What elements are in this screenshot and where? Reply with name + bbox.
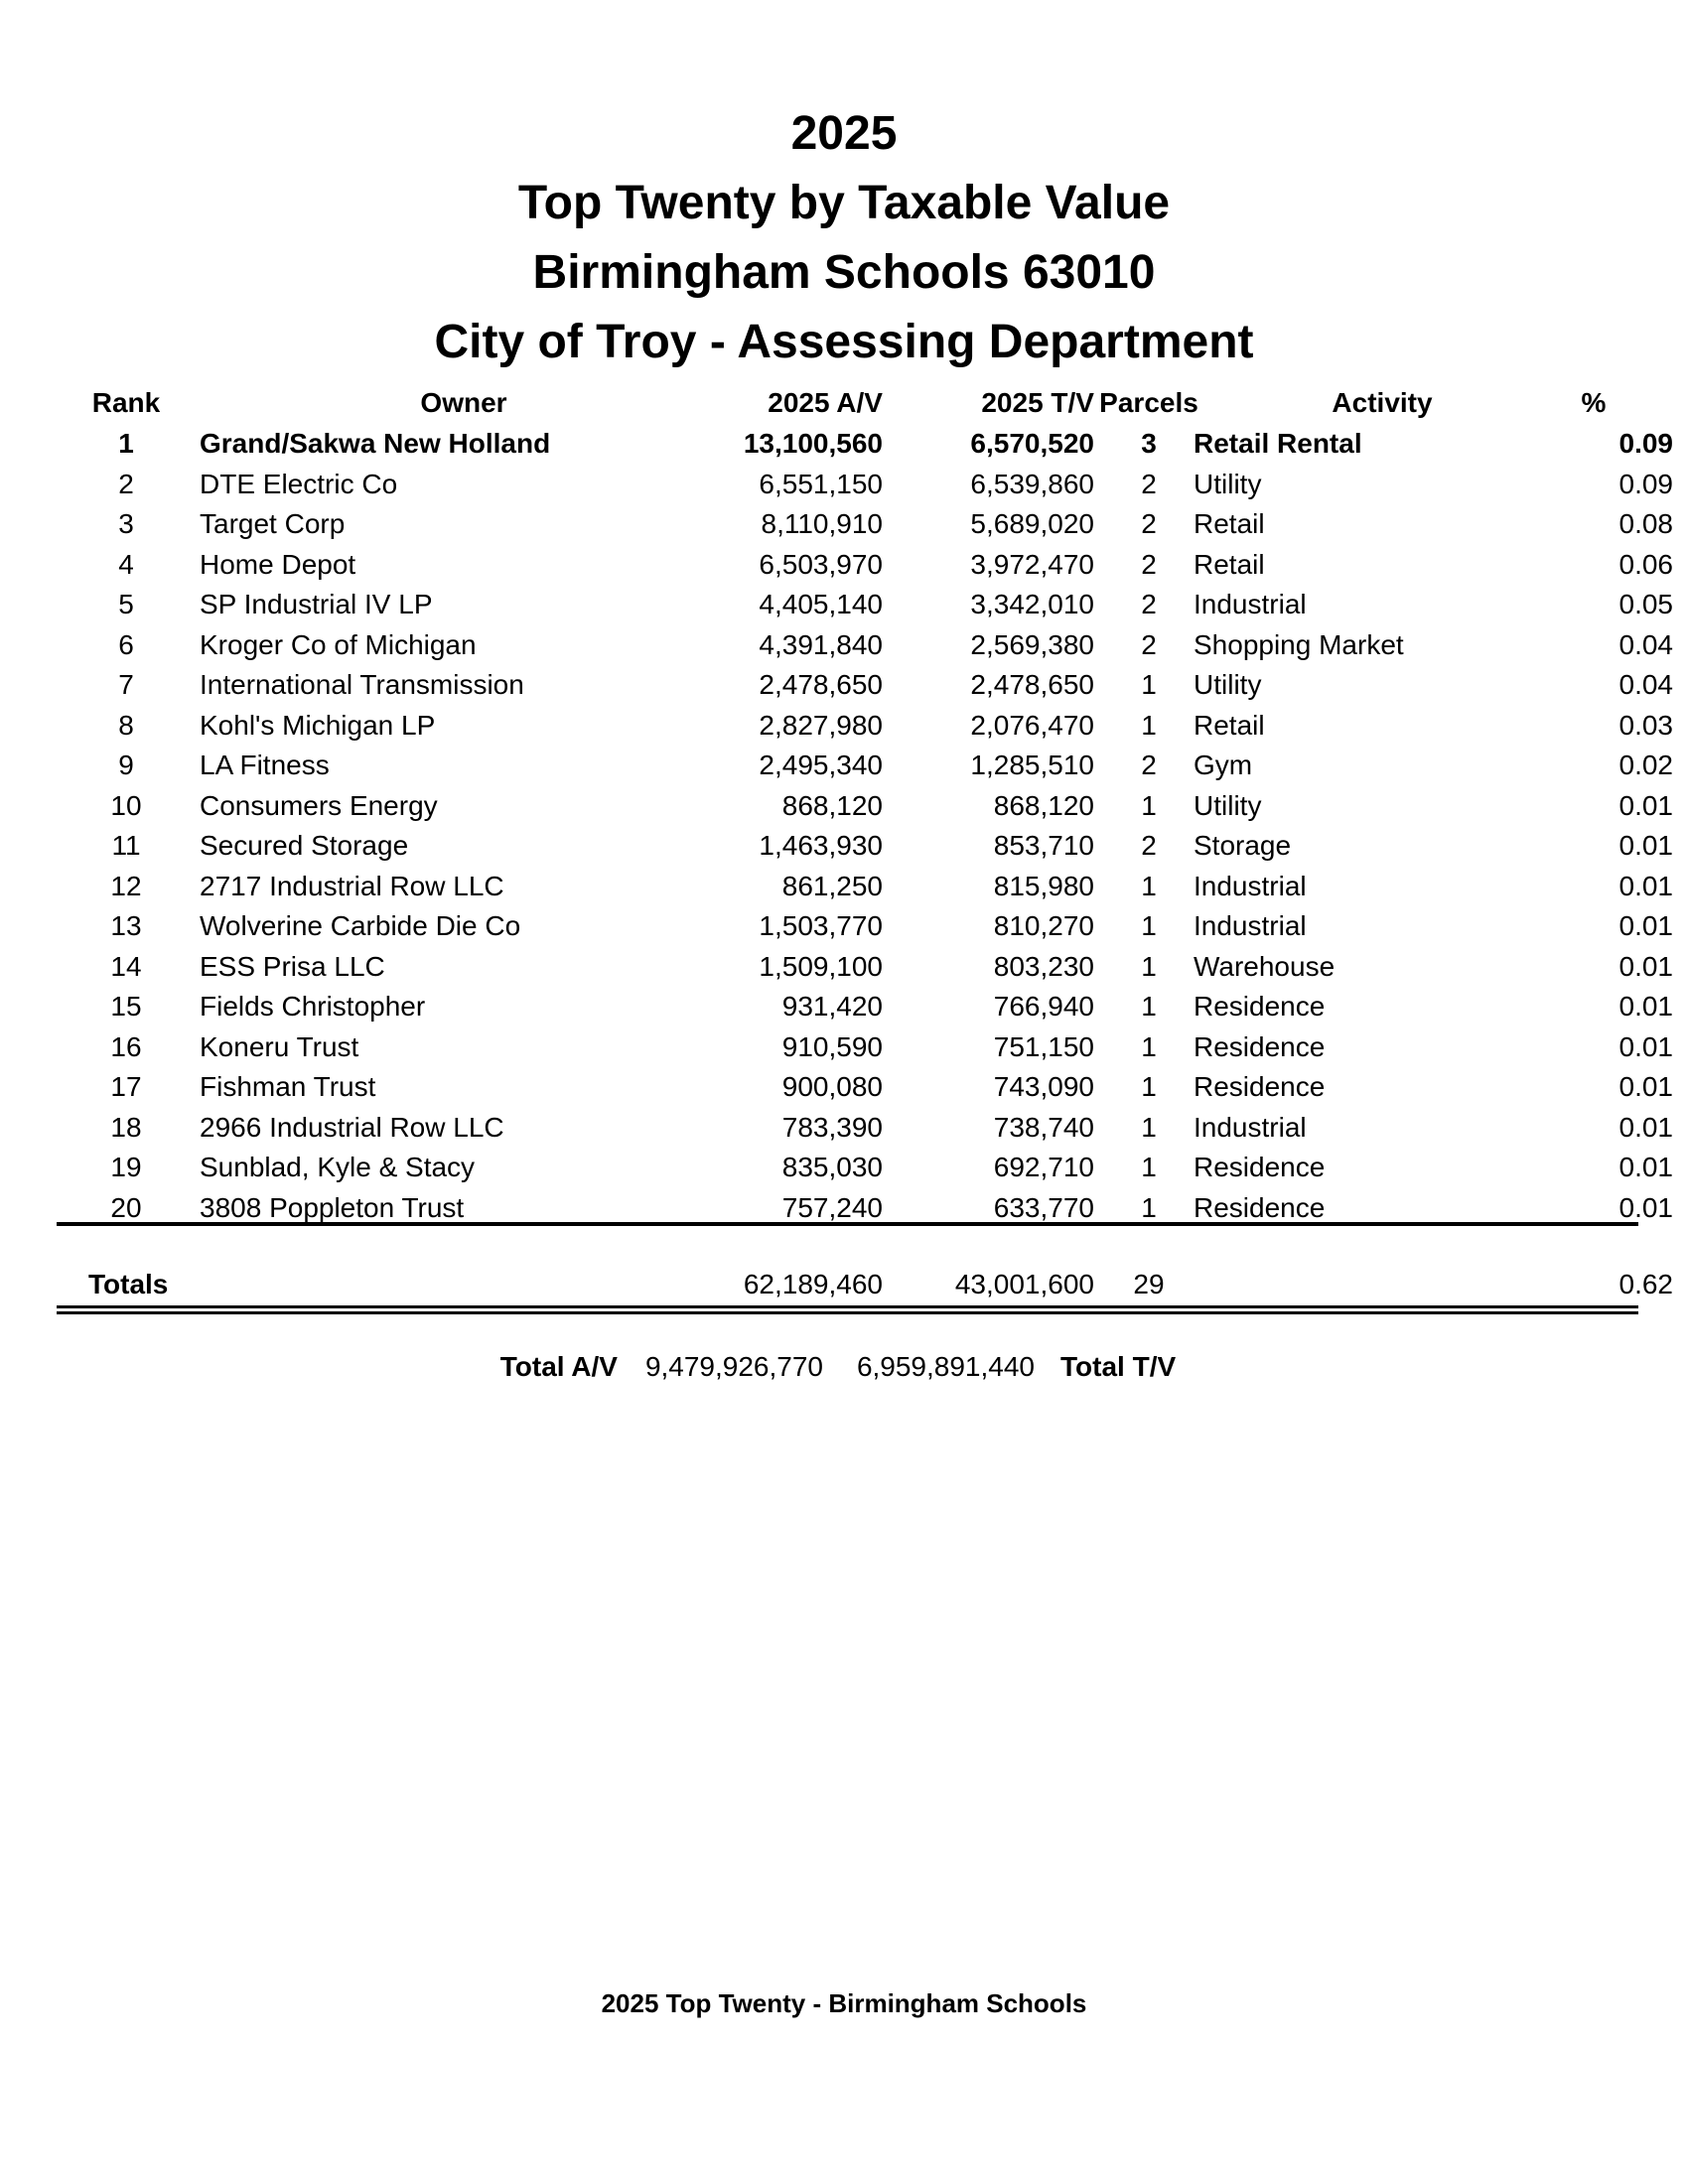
cell-parcels: 1 [1141,950,1157,982]
cell-rank: 14 [110,950,142,982]
cell-activity: Industrial [1194,1111,1307,1143]
cell-activity: Storage [1194,830,1292,862]
table-row [57,1148,1673,1188]
cell-percent: 0.03 [1618,709,1673,741]
cell-rank: 4 [118,548,134,580]
table-row [57,826,1673,867]
cell-parcels: 1 [1141,1071,1157,1103]
cell-rank: 3 [118,508,134,540]
cell-av: 931,420 [781,991,883,1023]
cell-rank: 12 [110,870,142,901]
cell-percent: 0.09 [1618,468,1673,499]
cell-av: 8,110,910 [761,508,883,540]
cell-parcels: 2 [1141,548,1157,580]
cell-owner: Koneru Trust [200,1030,359,1062]
cell-parcels: 2 [1141,830,1157,862]
cell-percent: 0.01 [1618,950,1673,982]
cell-activity: Residence [1194,1030,1326,1062]
cell-tv: 868,120 [993,789,1094,821]
cell-rank: 1 [118,428,134,460]
cell-tv: 743,090 [993,1071,1094,1103]
total-tv-label: Total T/V [1060,1351,1177,1382]
cell-owner: Fields Christopher [200,991,426,1023]
cell-tv: 815,980 [993,870,1094,901]
grand-totals-row [0,1345,1688,1389]
table-row [57,706,1673,747]
cell-rank: 2 [118,468,134,499]
cell-tv: 853,710 [993,830,1094,862]
totals-percent: 0.62 [1618,1269,1673,1299]
cell-rank: 5 [118,589,134,620]
cell-tv: 633,770 [993,1191,1094,1223]
cell-av: 13,100,560 [743,428,883,460]
cell-percent: 0.04 [1618,628,1673,660]
cell-owner: 2966 Industrial Row LLC [200,1111,504,1143]
cell-parcels: 1 [1141,709,1157,741]
cell-tv: 2,478,650 [970,669,1094,701]
cell-tv: 2,076,470 [970,709,1094,741]
cell-percent: 0.08 [1618,508,1673,540]
cell-parcels: 1 [1141,1030,1157,1062]
cell-tv: 692,710 [993,1152,1094,1183]
cell-activity: Industrial [1194,910,1307,942]
table-body [57,424,1673,1228]
cell-owner: Kohl's Michigan LP [200,709,436,741]
title-year: 2025 [790,107,898,160]
cell-owner: SP Industrial IV LP [200,589,433,620]
cell-av: 6,503,970 [759,548,883,580]
cell-av: 783,390 [781,1111,883,1143]
cell-activity: Retail Rental [1194,428,1362,460]
cell-activity: Retail [1194,548,1265,580]
cell-percent: 0.01 [1618,870,1673,901]
table-row [57,424,1673,465]
cell-activity: Retail [1194,709,1265,741]
cell-activity: Gym [1194,750,1253,781]
cell-percent: 0.01 [1618,991,1673,1023]
cell-rank: 19 [110,1152,142,1183]
cell-owner: Grand/Sakwa New Holland [200,428,551,460]
cell-tv: 6,570,520 [970,428,1094,460]
cell-av: 2,827,980 [759,709,883,741]
cell-parcels: 2 [1141,468,1157,499]
cell-tv: 751,150 [993,1030,1094,1062]
table-row [57,867,1673,907]
cell-owner: LA Fitness [200,750,330,781]
cell-owner: ESS Prisa LLC [200,950,385,982]
table-header [57,382,1638,424]
cell-av: 1,503,770 [759,910,883,942]
cell-parcels: 1 [1141,910,1157,942]
cell-owner: Fishman Trust [200,1071,376,1103]
cell-percent: 0.02 [1618,750,1673,781]
cell-parcels: 1 [1141,991,1157,1023]
cell-activity: Industrial [1194,870,1307,901]
cell-owner: Target Corp [200,508,346,540]
cell-percent: 0.01 [1618,1191,1673,1223]
cell-av: 2,495,340 [759,750,883,781]
cell-parcels: 1 [1141,669,1157,701]
cell-tv: 1,285,510 [970,750,1094,781]
cell-activity: Residence [1194,1071,1326,1103]
totals-tv: 43,001,600 [954,1269,1094,1299]
cell-rank: 8 [118,709,134,741]
top-twenty-table [57,382,1673,1228]
cell-parcels: 1 [1141,1111,1157,1143]
cell-rank: 13 [110,910,142,942]
cell-owner: Sunblad, Kyle & Stacy [200,1152,476,1183]
cell-rank: 18 [110,1111,142,1143]
cell-tv: 810,270 [993,910,1094,942]
cell-rank: 6 [118,628,134,660]
cell-owner: 3808 Poppleton Trust [200,1191,465,1223]
cell-parcels: 1 [1141,1152,1157,1183]
cell-percent: 0.04 [1618,669,1673,701]
cell-percent: 0.01 [1618,1030,1673,1062]
cell-av: 4,391,840 [759,628,883,660]
cell-percent: 0.01 [1618,1111,1673,1143]
cell-activity: Retail [1194,508,1265,540]
cell-owner: Kroger Co of Michigan [200,628,477,660]
cell-activity: Warehouse [1194,950,1336,982]
cell-rank: 11 [111,830,141,862]
header-activity: Activity [1332,387,1433,418]
header-owner: Owner [420,387,507,418]
report-title [0,99,1688,377]
cell-percent: 0.01 [1618,1071,1673,1103]
cell-activity: Utility [1194,468,1262,499]
cell-owner: Wolverine Carbide Die Co [200,910,521,942]
cell-tv: 2,569,380 [970,628,1094,660]
cell-av: 6,551,150 [759,468,883,499]
cell-rank: 15 [110,991,142,1023]
cell-percent: 0.09 [1618,428,1673,460]
totals-double-rule [57,1305,1638,1314]
cell-tv: 3,342,010 [970,589,1094,620]
cell-rank: 7 [118,669,134,701]
total-av-value: 9,479,926,770 [644,1351,823,1382]
cell-tv: 803,230 [993,950,1094,982]
cell-percent: 0.01 [1618,789,1673,821]
cell-parcels: 1 [1141,1191,1157,1223]
cell-parcels: 3 [1141,428,1157,460]
cell-tv: 766,940 [993,991,1094,1023]
cell-rank: 16 [110,1030,142,1062]
cell-av: 868,120 [781,789,883,821]
cell-parcels: 2 [1141,508,1157,540]
title-report-name: Top Twenty by Taxable Value [517,177,1171,229]
cell-activity: Utility [1194,669,1262,701]
cell-av: 757,240 [781,1191,883,1223]
cell-parcels: 2 [1141,750,1157,781]
table-row [57,465,1673,505]
cell-tv: 738,740 [993,1111,1094,1143]
cell-activity: Industrial [1194,589,1307,620]
cell-owner: International Transmission [200,669,524,701]
cell-owner: Secured Storage [200,830,409,862]
cell-rank: 17 [110,1071,142,1103]
totals-label: Totals [88,1269,169,1299]
cell-av: 861,250 [781,870,883,901]
table-row [57,504,1673,545]
table-bottom-rule [57,1222,1638,1226]
title-district: Birmingham Schools 63010 [532,246,1156,299]
cell-owner: Consumers Energy [200,789,438,821]
cell-percent: 0.06 [1618,548,1673,580]
cell-av: 4,405,140 [759,589,883,620]
cell-activity: Utility [1194,789,1262,821]
cell-activity: Residence [1194,991,1326,1023]
cell-owner: 2717 Industrial Row LLC [200,870,504,901]
table-row [57,585,1673,625]
table-row [57,947,1673,988]
table-row [57,1067,1673,1108]
cell-av: 900,080 [781,1071,883,1103]
table-row [57,1108,1673,1149]
title-department: City of Troy - Assessing Department [434,316,1254,368]
cell-av: 1,509,100 [759,950,883,982]
cell-av: 1,463,930 [759,830,883,862]
cell-owner: DTE Electric Co [200,468,398,499]
cell-activity: Residence [1194,1191,1326,1223]
header-rank: Rank [91,387,161,418]
page-footer: 2025 Top Twenty - Birmingham Schools [601,1988,1087,2018]
cell-av: 2,478,650 [759,669,883,701]
cell-parcels: 1 [1141,789,1157,821]
header-av: 2025 A/V [768,387,883,418]
cell-percent: 0.05 [1618,589,1673,620]
cell-percent: 0.01 [1618,1152,1673,1183]
cell-parcels: 2 [1141,628,1157,660]
header-tv: 2025 T/V [981,387,1094,418]
header-parcels: Parcels [1099,387,1198,418]
cell-tv: 6,539,860 [970,468,1094,499]
cell-av: 910,590 [781,1030,883,1062]
table-row [57,906,1673,947]
table-row [57,786,1673,827]
totals-parcels: 29 [1133,1269,1165,1299]
cell-percent: 0.01 [1618,830,1673,862]
cell-activity: Residence [1194,1152,1326,1183]
table-row [57,987,1673,1027]
total-av-label: Total A/V [499,1351,618,1382]
cell-rank: 9 [118,750,134,781]
cell-av: 835,030 [781,1152,883,1183]
table-row [57,1027,1673,1068]
table-row [57,545,1673,586]
table-row [57,746,1673,786]
cell-activity: Shopping Market [1194,628,1404,660]
cell-tv: 5,689,020 [970,508,1094,540]
total-tv-value: 6,959,891,440 [856,1351,1035,1382]
totals-av: 62,189,460 [743,1269,883,1299]
header-percent: % [1581,387,1607,418]
cell-percent: 0.01 [1618,910,1673,942]
cell-rank: 10 [110,789,142,821]
cell-parcels: 2 [1141,589,1157,620]
cell-parcels: 1 [1141,870,1157,901]
totals-row [57,1265,1673,1304]
table-row [57,665,1673,706]
cell-rank: 20 [110,1191,142,1223]
cell-owner: Home Depot [200,548,356,580]
cell-tv: 3,972,470 [970,548,1094,580]
table-row [57,625,1673,666]
